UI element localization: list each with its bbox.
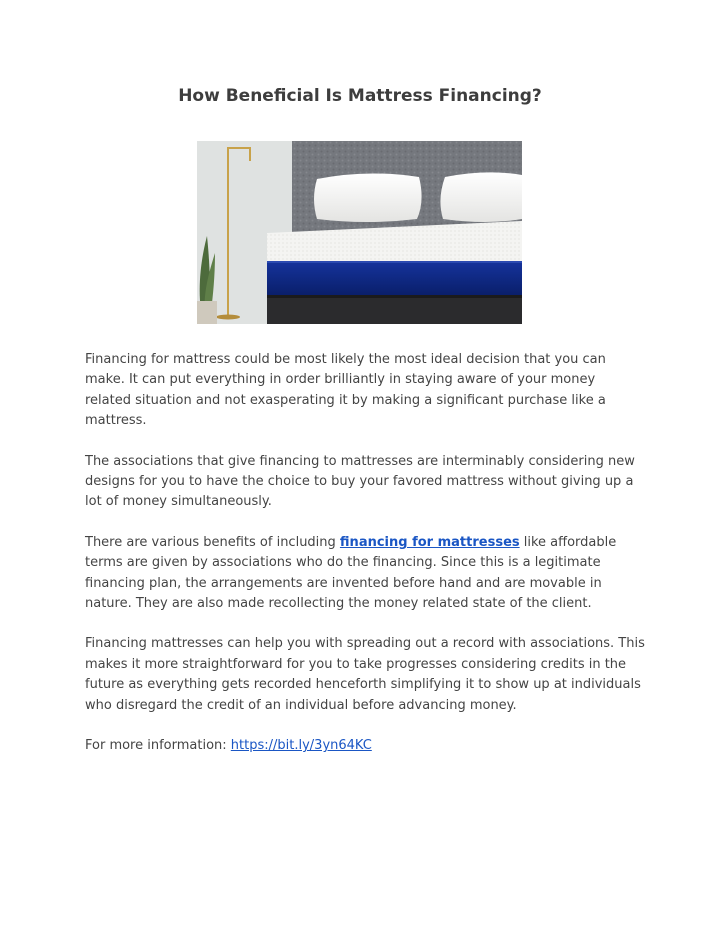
mattress-illustration: [197, 141, 522, 324]
paragraph-1: Financing for mattress could be most likely the most ideal decision that you can make. It can put everything in order brilliantly in staying aware of your money related situation and not exasperating it by making a significant purchase like a mattress.: [85, 352, 606, 429]
more-info-link[interactable]: https://bit.ly/3yn64KC: [230, 738, 372, 754]
paragraph-2: The associations that give financing to mattresses are interminably considering new designs for you to have the choice to buy your favored mattress without giving up a lot of money simultaneously.: [85, 453, 635, 510]
more-info-label: For more information:: [85, 738, 231, 754]
page-title: How Beneficial Is Mattress Financing?: [178, 86, 542, 106]
article-body: [85, 350, 645, 777]
paragraph-4: Financing mattresses can help you with spreading out a record with associations. This makes it more straightforward for you to take progresses considering credits in the future as everything gets recorded henceforth simplifying it to show up at individuals who disregard the credit of an individual before advancing money.: [85, 636, 645, 713]
mattress-photo: [197, 141, 522, 324]
financing-for-mattresses-link[interactable]: financing for mattresses: [339, 534, 520, 550]
paragraph-5: [85, 736, 645, 756]
paragraph-3-text-start: There are various benefits of including: [85, 534, 340, 550]
paragraph-3-text-end: like affordable terms are given by associations who do the financing. Since this is a legitimate financing plan, the arrangements are invented before hand and are movable in nature. They are also made recollecting the money related state of the client.: [85, 534, 617, 612]
paragraph-3: [85, 533, 645, 615]
